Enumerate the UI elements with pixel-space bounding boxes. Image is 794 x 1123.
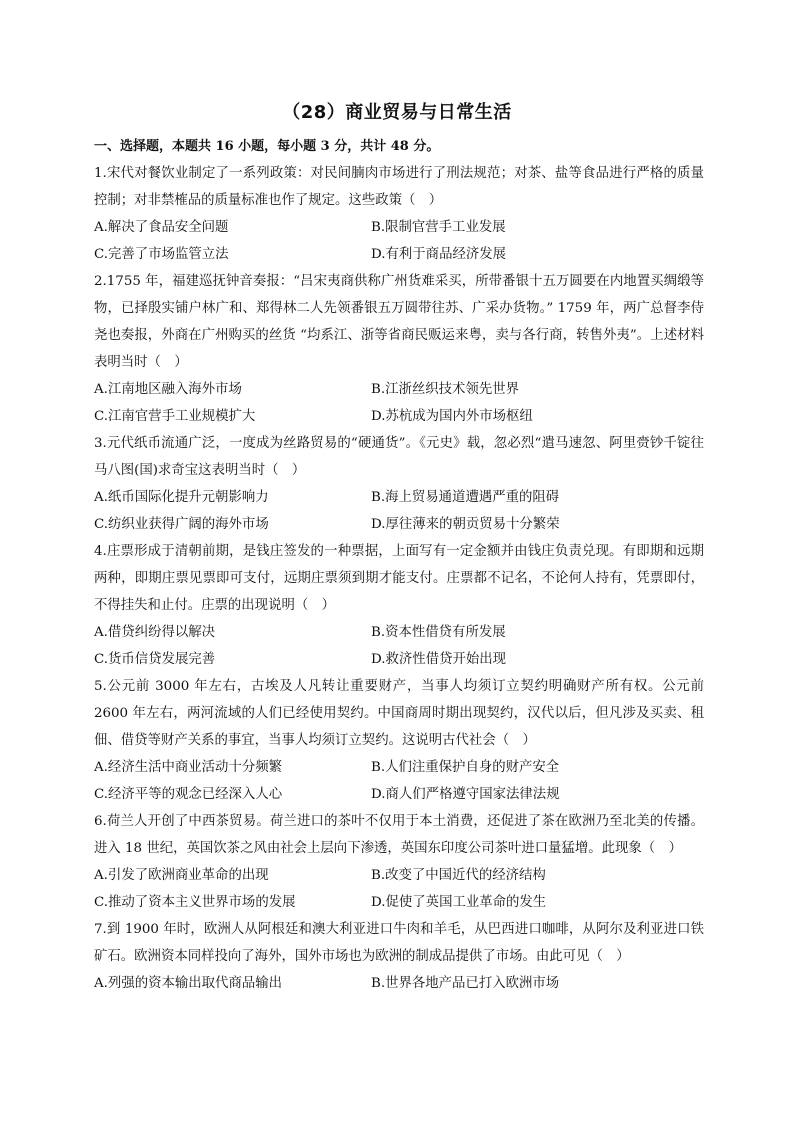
question-5: [94, 673, 704, 808]
option-b: B.海上贸易通道遭遇严重的阻碍: [371, 490, 560, 505]
option-a: A.列强的资本输出取代商品输出: [94, 976, 283, 991]
option-b: B.人们注重保护自身的财产安全: [371, 760, 560, 775]
option-list: [94, 619, 704, 673]
option-a: A.解决了食品安全问题: [94, 220, 229, 235]
question-stem: 6.荷兰人开创了中西茶贸易。荷兰进口的茶叶不仅用于本土消费，还促进了茶在欧洲乃至北美的传播。进入 18 世纪，英国饮茶之风由社会上层向下渗透，英国东印度公司茶叶进口量猛增。此现象（ ）: [94, 814, 704, 856]
option-list: [94, 754, 704, 808]
option-a: A.江南地区融入海外市场: [94, 382, 242, 397]
option-list: [94, 862, 704, 916]
option-a: A.借贷纠纷得以解决: [94, 625, 216, 640]
option-list: [94, 376, 704, 430]
option-list: [94, 214, 704, 268]
question-list: [94, 160, 704, 997]
option-d: D.救济性借贷开始出现: [371, 652, 507, 667]
question-2: [94, 268, 704, 430]
option-list: [94, 484, 704, 538]
question-3: [94, 430, 704, 538]
option-a: A.经济生活中商业活动十分频繁: [94, 760, 283, 775]
option-list: [94, 970, 704, 997]
question-stem: 3.元代纸币流通广泛，一度成为丝路贸易的“硬通货”。《元史》载，忽必烈“遣马速忽、阿里赍钞千锭往马八图(国)求奇宝这表明当时（ ）: [94, 436, 704, 478]
option-c: C.完善了市场监管立法: [94, 247, 229, 262]
option-c: C.货币信贷发展完善: [94, 652, 216, 667]
page-title: （28）商业贸易与日常生活: [282, 102, 512, 123]
question-4: [94, 538, 704, 673]
option-b: B.世界各地产品已打入欧洲市场: [371, 976, 560, 991]
question-stem: 7.到 1900 年时，欧洲人从阿根廷和澳大利亚进口牛肉和羊毛，从巴西进口咖啡，从阿尔及利亚进口铁矿石。欧洲资本同样投向了海外，国外市场也为欧洲的制成品提供了市场。由此可见（ ）: [94, 922, 704, 964]
option-d: D.苏杭成为国内外市场枢纽: [371, 409, 533, 424]
option-c: C.江南官营手工业规模扩大: [94, 409, 256, 424]
option-a: A.引发了欧洲商业革命的出现: [94, 868, 269, 883]
option-c: C.推动了资本主义世界市场的发展: [94, 895, 296, 910]
option-b: B.改变了中国近代的经济结构: [371, 868, 546, 883]
option-b: B.江浙丝织技术领先世界: [371, 382, 520, 397]
option-b: B.资本性借贷有所发展: [371, 625, 506, 640]
option-a: A.纸币国际化提升元朝影响力: [94, 490, 269, 505]
question-stem: 2.1755 年，福建巡抚钟音奏报：“吕宋夷商供称广州货难采买，所带番银十五万圆要在内地置买绸缎等物，已择殷实铺户林广和、郑得林二人先领番银五万圆带往苏、广采办货物。” 1759 年，两广总督李侍尧也奏报，外商在广州购买的丝货 “均系江、浙等省商民贩运来粤，卖与各行商，转售外夷”。上述材料表明当时（ ）: [94, 274, 704, 370]
option-b: B.限制官营手工业发展: [371, 220, 506, 235]
question-6: [94, 808, 704, 916]
option-c: C.经济平等的观念已经深入人心: [94, 787, 283, 802]
option-d: D.厚往薄来的朝贡贸易十分繁荣: [371, 517, 560, 532]
option-d: D.有利于商品经济发展: [371, 247, 507, 262]
option-c: C.纺织业获得广阔的海外市场: [94, 517, 269, 532]
question-stem: 4.庄票形成于清朝前期，是钱庄签发的一种票据，上面写有一定金额并由钱庄负责兑现。有即期和远期两种，即期庄票见票即可支付，远期庄票须到期才能支付。庄票都不记名，不论何人持有，凭票即付，不得挂失和止付。庄票的出现说明（ ）: [94, 544, 704, 613]
question-stem: 1.宋代对餐饮业制定了一系列政策：对民间腩肉市场进行了刑法规范；对茶、盐等食品进行严格的质量控制；对非禁榷品的质量标准也作了规定。这些政策（ ）: [94, 166, 704, 208]
question-stem: 5.公元前 3000 年左右，古埃及人凡转让重要财产，当事人均须订立契约明确财产所有权。公元前 2600 年左右，两河流域的人们已经使用契约。中国商周时期出现契约，汉代以后，但凡涉及买卖、租佃、借贷等财产关系的事宜，当事人均须订立契约。这说明古代社会（ ）: [94, 679, 704, 748]
section-heading: 一、选择题，本题共 16 小题，每小题 3 分，共计 48 分。: [94, 139, 440, 154]
question-1: [94, 160, 704, 268]
question-7: [94, 916, 704, 997]
option-d: D.商人们严格遵守国家法律法规: [371, 787, 560, 802]
option-d: D.促使了英国工业革命的发生: [371, 895, 547, 910]
